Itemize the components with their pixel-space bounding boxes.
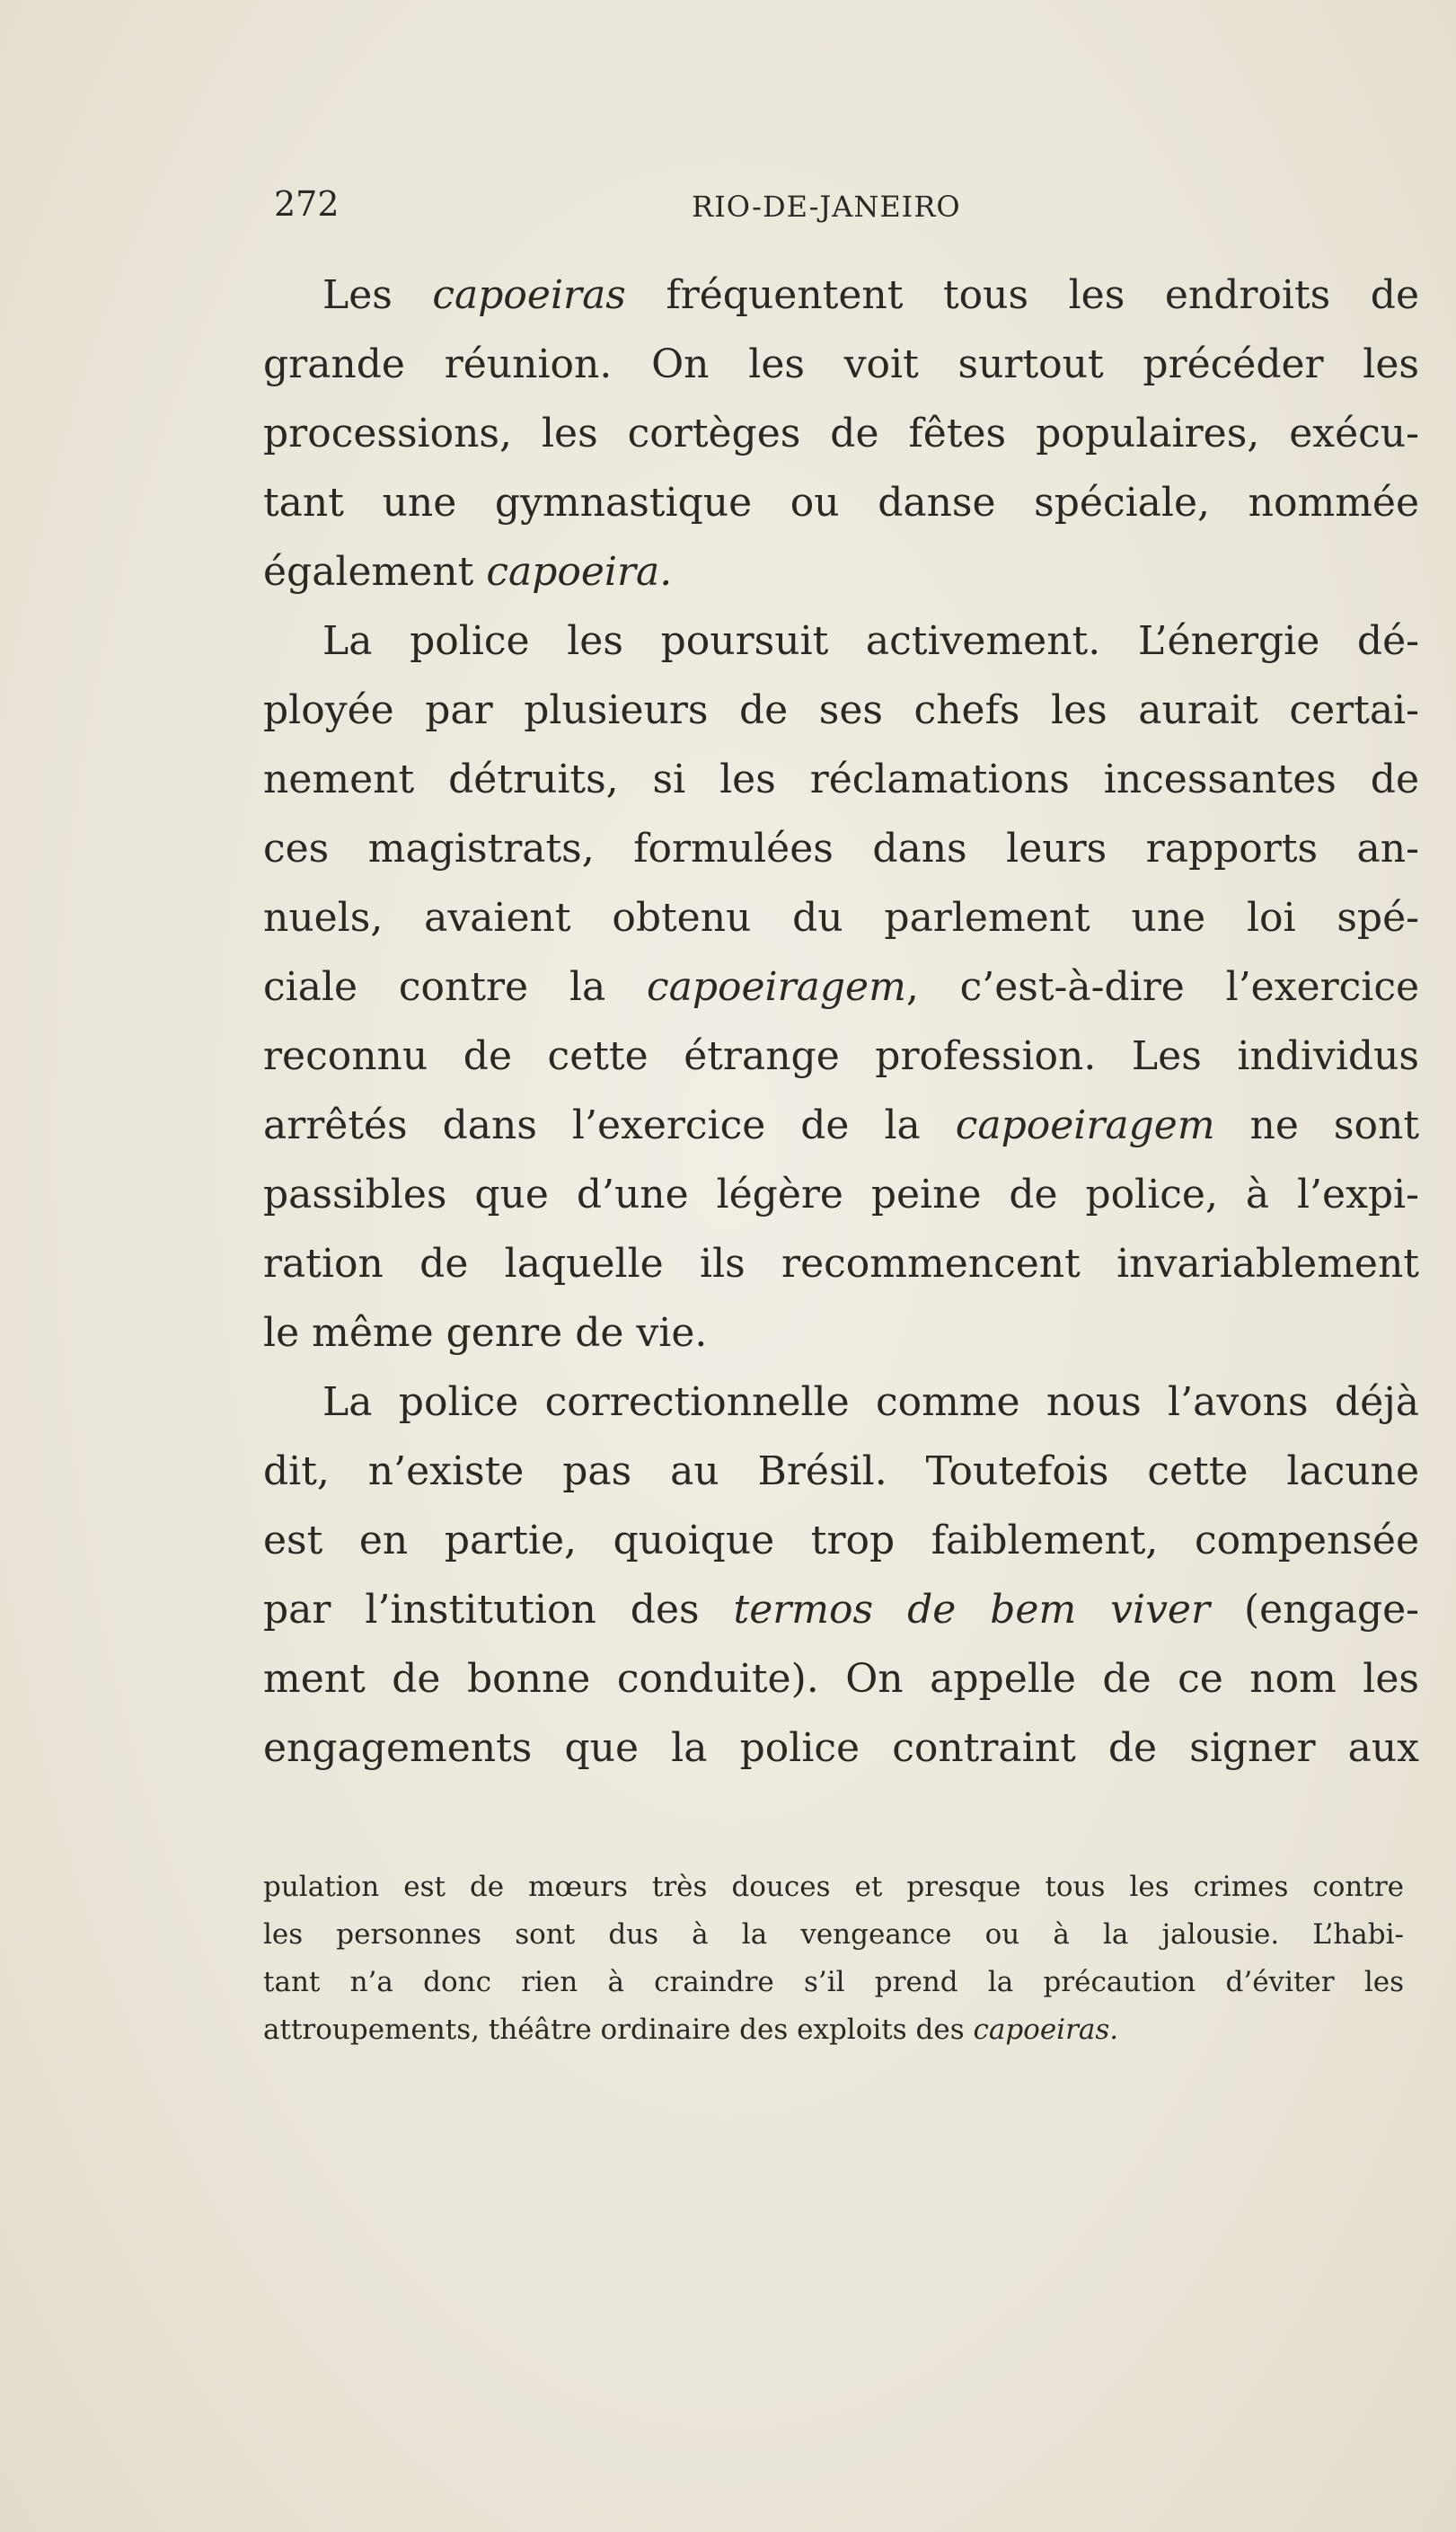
text-line: grande réunion. On les voit surtout précéder les — [263, 341, 1419, 387]
footnote-line: pulation est de mœurs très douces et presque tous les crimes contre — [263, 1871, 1404, 1903]
main-text — [263, 261, 1419, 1783]
text-line: tant une gymnastique ou danse spéciale, nommée — [263, 480, 1419, 526]
text-line: ration de laquelle ils recommencent invariablement — [263, 1241, 1419, 1287]
page-number: 272 — [274, 184, 340, 224]
footnote-line: attroupements, théâtre ordinaire des exploits des capoeiras. — [263, 2014, 1119, 2046]
text-line: passibles que d’une légère peine de police, à l’expi- — [263, 1172, 1419, 1217]
text-line: nement détruits, si les réclamations incessantes de — [263, 757, 1419, 802]
footnote — [263, 1864, 1404, 2054]
footnote-line: tant n’a donc rien à craindre s’il prend la précaution d’éviter les — [263, 1966, 1404, 1998]
text-line: reconnu de cette étrange profession. Les individus — [263, 1033, 1419, 1079]
text-line: ces magistrats, formulées dans leurs rapports an- — [263, 826, 1419, 872]
footnote-line: les personnes sont dus à la vengeance ou à la jalousie. L’habi- — [263, 1918, 1404, 1951]
text-line: arrêtés dans l’exercice de la capoeiragem ne sont — [263, 1102, 1419, 1148]
text-line: engagements que la police contraint de signer aux — [263, 1725, 1419, 1771]
text-line: le même genre de vie. — [263, 1310, 708, 1356]
text-line: Les capoeiras fréquentent tous les endroits de — [322, 272, 1419, 318]
page-header — [274, 184, 1424, 238]
text-line: ciale contre la capoeiragem, c’est-à-dire l’exercice — [263, 964, 1419, 1010]
text-line: par l’institution des termos de bem viver (engage- — [263, 1587, 1419, 1633]
text-line: dit, n’existe pas au Brésil. Toutefois cette lacune — [263, 1448, 1419, 1494]
text-line: processions, les cortèges de fêtes populaires, exécu- — [263, 411, 1419, 456]
text-line: également capoeira. — [263, 549, 673, 595]
running-head: RIO-DE-JANEIRO — [692, 190, 961, 224]
text-line: nuels, avaient obtenu du parlement une loi spé- — [263, 895, 1419, 941]
text-line: La police correctionnelle comme nous l’avons déjà — [322, 1379, 1419, 1425]
text-line: ment de bonne conduite). On appelle de ce nom les — [263, 1656, 1419, 1702]
text-line: La police les poursuit activement. L’énergie dé- — [322, 618, 1419, 664]
text-line: est en partie, quoique trop faiblement, compensée — [263, 1518, 1419, 1563]
text-line: ployée par plusieurs de ses chefs les aurait certai- — [263, 687, 1419, 733]
